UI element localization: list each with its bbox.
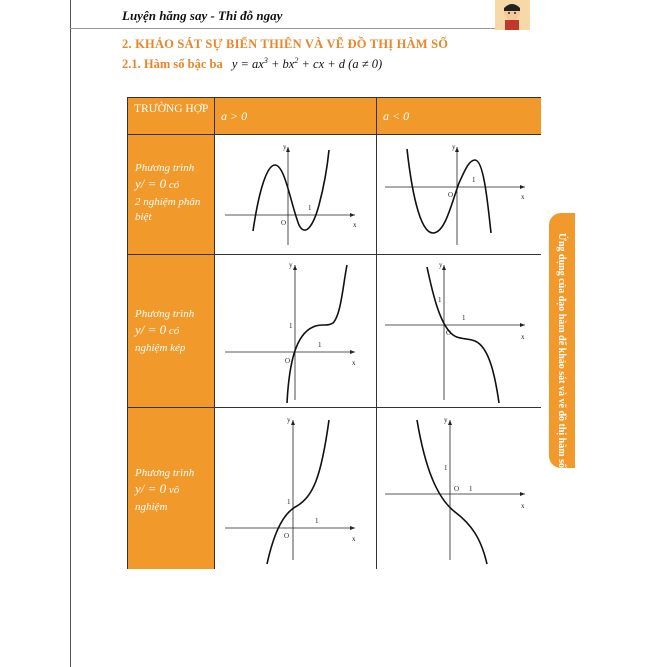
svg-text:x: x bbox=[521, 193, 525, 201]
svg-text:1: 1 bbox=[289, 322, 293, 330]
svg-text:y: y bbox=[444, 416, 448, 424]
svg-text:y: y bbox=[439, 261, 443, 269]
svg-text:1: 1 bbox=[444, 464, 448, 472]
graph-no-root-a-pos bbox=[215, 408, 377, 569]
svg-text:y: y bbox=[452, 143, 456, 151]
case-no-root: Phương trình y/ = 0 vô nghiệm bbox=[128, 408, 215, 569]
svg-text:1: 1 bbox=[308, 204, 312, 212]
svg-text:y: y bbox=[289, 261, 293, 269]
section-title: 2. KHẢO SÁT SỰ BIẾN THIÊN VÀ VẼ ĐỒ THỊ HÀM SỐ bbox=[122, 37, 449, 51]
cubic-formula: $y = ax^3 + bx^2$ + cx + d (a ≠ 0) bbox=[231, 56, 383, 72]
cubic-cases-table bbox=[127, 97, 541, 569]
case-double-root: Phương trình y/ = 0 có nghiệm kép bbox=[128, 255, 215, 408]
header-case: TRƯỜNG HỢP bbox=[128, 98, 215, 135]
svg-text:1: 1 bbox=[318, 341, 322, 349]
svg-text:x: x bbox=[352, 359, 356, 367]
svg-text:y: y bbox=[283, 143, 287, 151]
svg-text:x: x bbox=[521, 502, 525, 510]
svg-text:1: 1 bbox=[462, 314, 466, 322]
svg-text:1: 1 bbox=[315, 517, 319, 525]
header-a-positive: a > 0 bbox=[215, 98, 377, 135]
svg-text:O: O bbox=[448, 191, 454, 199]
subsection-number: 2.1. Hàm số bậc ba bbox=[122, 57, 223, 72]
svg-text:x: x bbox=[353, 221, 357, 229]
svg-text:y: y bbox=[287, 416, 291, 424]
graph-two-roots-a-neg bbox=[377, 135, 541, 255]
svg-text:1: 1 bbox=[472, 176, 476, 184]
svg-text:x: x bbox=[521, 333, 525, 341]
svg-text:x: x bbox=[352, 535, 356, 543]
mascot-illustration bbox=[495, 0, 530, 30]
svg-text:O: O bbox=[281, 219, 287, 227]
graph-double-root-a-neg bbox=[377, 255, 541, 408]
svg-text:1: 1 bbox=[438, 296, 442, 304]
side-tab-label: Ứng dụng của đạo hàm để khảo sát và vẽ đồ thị hàm số bbox=[556, 233, 567, 468]
svg-text:O: O bbox=[284, 532, 290, 540]
chapter-side-tab bbox=[549, 213, 575, 468]
header-a-negative: a < 0 bbox=[377, 98, 541, 135]
svg-text:1: 1 bbox=[287, 498, 291, 506]
svg-text:O: O bbox=[454, 485, 460, 493]
case-two-roots: Phương trình y/ = 0 có 2 nghiệm phân biệt bbox=[128, 135, 215, 255]
svg-text:O: O bbox=[446, 329, 452, 337]
graph-two-roots-a-pos bbox=[215, 135, 377, 255]
header-divider bbox=[70, 28, 520, 29]
page-header: Luyện hăng say - Thi đỗ ngay bbox=[122, 8, 283, 23]
subsection-title bbox=[122, 56, 382, 72]
margin-rule bbox=[70, 0, 71, 667]
graph-double-root-a-pos bbox=[215, 255, 377, 408]
graph-no-root-a-neg bbox=[377, 408, 541, 569]
svg-text:1: 1 bbox=[469, 485, 473, 493]
svg-text:O: O bbox=[285, 357, 291, 365]
